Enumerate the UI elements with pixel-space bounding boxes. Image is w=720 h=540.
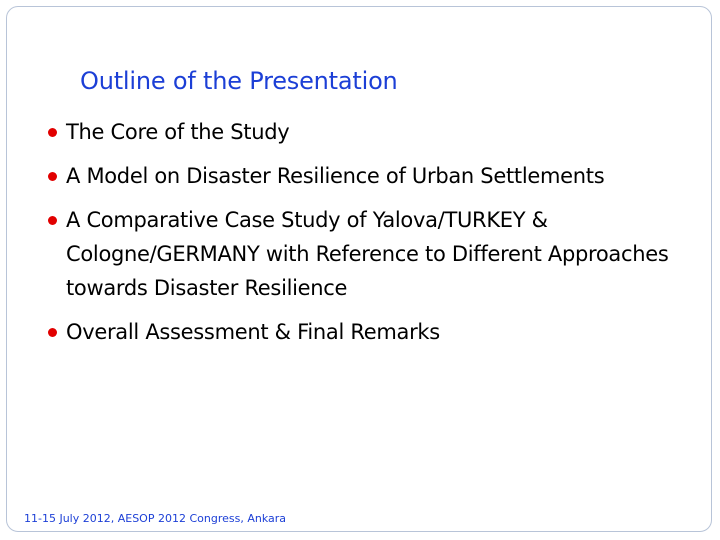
bullet-dot-icon xyxy=(48,216,57,225)
bullet-text: A Model on Disaster Resilience of Urban Settlements xyxy=(66,164,605,188)
bullet-text: Overall Assessment & Final Remarks xyxy=(66,320,440,344)
bullet-list xyxy=(48,115,678,359)
bullet-item-assessment xyxy=(48,315,678,349)
bullet-dot-icon xyxy=(48,128,57,137)
bullet-dot-icon xyxy=(48,328,57,337)
bullet-item-case-study xyxy=(48,203,678,305)
slide-title: Outline of the Presentation xyxy=(80,67,398,95)
bullet-item-model xyxy=(48,159,678,193)
slide-footer: 11-15 July 2012, AESOP 2012 Congress, Ankara xyxy=(24,512,287,525)
bullet-text: The Core of the Study xyxy=(66,120,290,144)
bullet-dot-icon xyxy=(48,172,57,181)
bullet-item-core-study xyxy=(48,115,678,149)
bullet-text: A Comparative Case Study of Yalova/TURKEY & Cologne/GERMANY with Reference to Different Approaches towards Disaster Resilience xyxy=(66,208,669,300)
